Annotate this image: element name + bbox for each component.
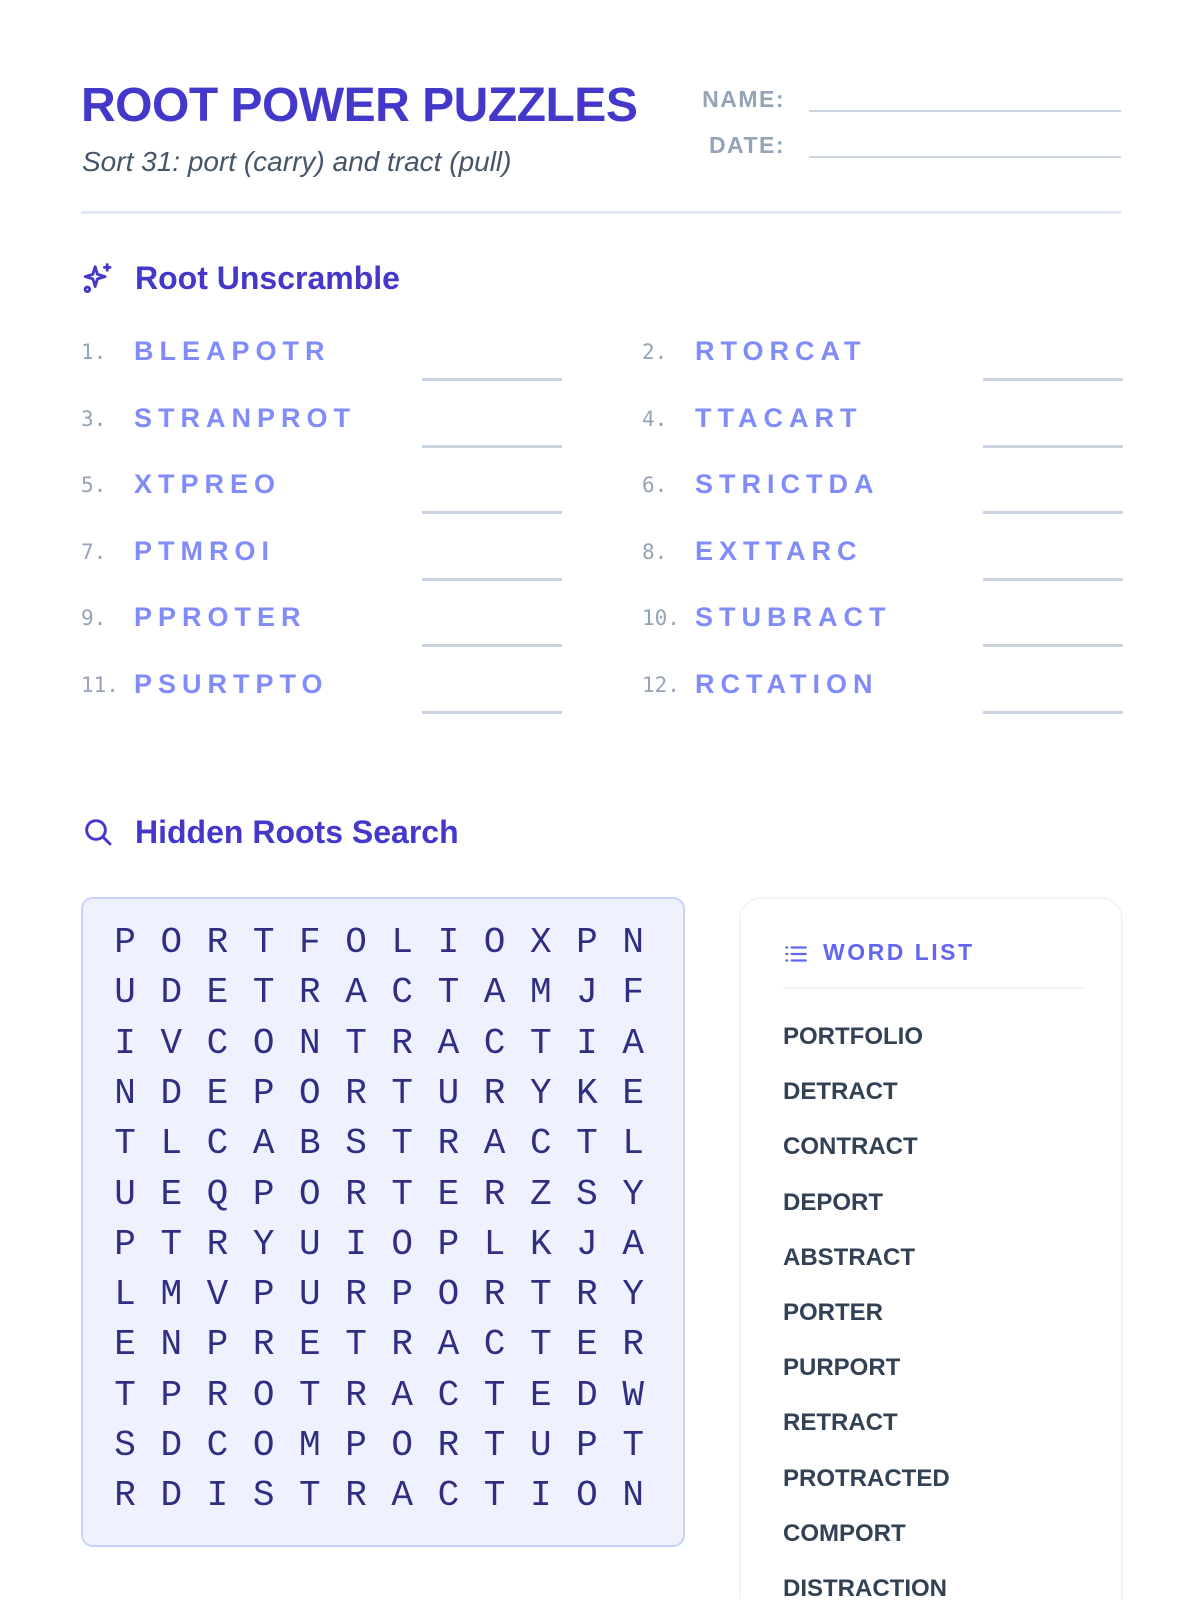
grid-letter[interactable]: P <box>391 1274 414 1316</box>
grid-letter[interactable]: T <box>391 1173 414 1215</box>
grid-letter[interactable]: T <box>114 1374 136 1416</box>
grid-letter[interactable]: P <box>114 1223 136 1265</box>
name-field[interactable] <box>702 80 1121 120</box>
unscramble-number: 6. <box>642 473 668 498</box>
grid-letter[interactable]: P <box>345 1425 367 1466</box>
unscramble-number: 8. <box>642 539 668 564</box>
grid-letter[interactable]: I <box>114 1022 136 1064</box>
grid-letter[interactable]: Y <box>622 1173 644 1215</box>
word-list-item: COMPORT <box>783 1519 906 1547</box>
grid-letter[interactable]: P <box>576 1425 598 1466</box>
word-list-item: PROTRACTED <box>783 1464 950 1492</box>
unscramble-item <box>81 463 562 509</box>
grid-letter[interactable]: N <box>622 1475 644 1517</box>
grid-letter[interactable]: C <box>483 1022 506 1064</box>
grid-letter[interactable]: C <box>437 1374 460 1416</box>
grid-letter[interactable]: T <box>622 1425 644 1466</box>
date-label: DATE: <box>708 132 785 158</box>
unscramble-item <box>642 530 1123 576</box>
grid-letter[interactable]: J <box>576 972 598 1014</box>
scrambled-word: PSURTPTO <box>134 669 329 699</box>
grid-letter[interactable]: C <box>391 972 414 1014</box>
word-list-item: DEPORT <box>783 1188 884 1216</box>
section-title-unscramble: Root Unscramble <box>135 259 400 296</box>
grid-row <box>102 1320 656 1370</box>
grid-letter[interactable]: R <box>114 1475 136 1517</box>
grid-letter[interactable]: D <box>160 1475 183 1517</box>
grid-row <box>102 1220 656 1270</box>
grid-letter[interactable]: R <box>391 1022 414 1064</box>
grid-letter[interactable]: T <box>529 1022 552 1064</box>
grid-letter[interactable]: R <box>206 1374 229 1416</box>
unscramble-number: 5. <box>81 473 107 498</box>
page-title: ROOT POWER PUZZLES <box>81 79 638 132</box>
date-line[interactable] <box>809 156 1121 158</box>
unscramble-item <box>81 596 562 642</box>
grid-letter[interactable]: W <box>622 1374 644 1416</box>
grid-letter[interactable]: R <box>345 1374 367 1416</box>
grid-row <box>102 968 656 1018</box>
scrambled-word: RTORCAT <box>695 336 867 366</box>
grid-letter[interactable]: P <box>206 1324 229 1366</box>
grid-letter[interactable]: E <box>529 1374 552 1416</box>
grid-letter[interactable]: N <box>160 1324 183 1366</box>
grid-letter[interactable]: E <box>622 1072 644 1114</box>
grid-row <box>102 1371 656 1421</box>
grid-letter[interactable]: T <box>437 972 460 1014</box>
answer-line[interactable] <box>422 378 562 381</box>
grid-letter[interactable]: V <box>160 1022 183 1064</box>
grid-row <box>102 1471 656 1521</box>
grid-letter[interactable]: Y <box>622 1274 644 1316</box>
unscramble-number: 12. <box>642 673 680 697</box>
grid-letter[interactable]: K <box>529 1223 552 1265</box>
grid-letter[interactable]: N <box>622 922 644 963</box>
grid-letter[interactable]: E <box>114 1324 136 1366</box>
grid-letter[interactable]: L <box>622 1123 644 1165</box>
scrambled-word: PTMROI <box>134 535 275 566</box>
grid-letter[interactable]: D <box>576 1374 598 1416</box>
word-list-item: PORTFOLIO <box>783 1023 923 1050</box>
grid-letter[interactable]: L <box>483 1223 506 1265</box>
grid-row <box>102 1270 656 1320</box>
grid-letter[interactable]: P <box>576 922 598 963</box>
grid-letter[interactable]: S <box>345 1123 367 1165</box>
grid-letter[interactable]: P <box>252 1274 275 1316</box>
grid-letter[interactable]: U <box>299 1274 321 1316</box>
unscramble-item <box>642 663 1123 709</box>
grid-letter[interactable]: B <box>299 1123 321 1165</box>
scrambled-word: RCTATION <box>695 669 879 699</box>
scrambled-word: EXTTARC <box>695 535 863 566</box>
word-search-grid <box>81 897 685 1547</box>
word-list-header <box>783 939 1083 989</box>
grid-letter[interactable]: Y <box>529 1072 552 1114</box>
section-root-unscramble <box>81 258 400 298</box>
grid-letter[interactable]: A <box>483 1123 506 1165</box>
grid-letter[interactable]: T <box>483 1425 506 1466</box>
grid-letter[interactable]: T <box>252 922 275 963</box>
grid-letter[interactable]: O <box>576 1475 598 1517</box>
answer-line[interactable] <box>983 511 1123 514</box>
grid-letter[interactable]: E <box>299 1324 321 1366</box>
grid-letter[interactable]: A <box>391 1475 414 1517</box>
grid-letter[interactable]: A <box>622 1223 644 1265</box>
grid-letter[interactable]: A <box>391 1374 414 1416</box>
word-list-item: CONTRACT <box>783 1133 918 1161</box>
word-list-item: PORTER <box>783 1299 884 1326</box>
sparkles-icon <box>81 261 115 295</box>
grid-letter[interactable]: C <box>529 1123 552 1165</box>
grid-letter[interactable]: O <box>391 1223 414 1265</box>
unscramble-number: 4. <box>642 406 668 431</box>
word-list-panel <box>739 897 1123 1600</box>
grid-letter[interactable]: I <box>206 1475 229 1517</box>
grid-letter[interactable]: R <box>345 1475 367 1517</box>
unscramble-item <box>81 530 562 576</box>
unscramble-item <box>81 330 562 376</box>
grid-letter[interactable]: T <box>160 1223 183 1265</box>
answer-line[interactable] <box>983 578 1123 581</box>
grid-letter[interactable]: C <box>206 1425 229 1466</box>
grid-letter[interactable]: T <box>114 1123 136 1165</box>
grid-letter[interactable]: L <box>160 1123 183 1165</box>
grid-letter[interactable]: U <box>114 1173 136 1215</box>
header-divider <box>81 211 1121 214</box>
name-label: NAME: <box>702 86 785 112</box>
grid-letter[interactable]: O <box>252 1022 275 1064</box>
unscramble-number: 2. <box>642 340 668 364</box>
grid-letter[interactable]: M <box>160 1274 183 1316</box>
grid-letter[interactable]: R <box>622 1324 644 1366</box>
scrambled-word: TTACART <box>695 402 863 433</box>
word-list-item: ABSTRACT <box>783 1243 915 1271</box>
grid-letter[interactable]: N <box>114 1072 136 1114</box>
grid-letter[interactable]: T <box>345 1022 367 1064</box>
grid-letter[interactable]: R <box>437 1123 460 1165</box>
unscramble-number: 7. <box>81 539 107 564</box>
grid-letter[interactable]: D <box>160 1072 183 1114</box>
grid-letter[interactable]: R <box>252 1324 275 1366</box>
grid-letter[interactable]: R <box>576 1274 598 1316</box>
unscramble-number: 1. <box>81 340 107 364</box>
answer-line[interactable] <box>983 378 1123 381</box>
grid-letter[interactable]: R <box>483 1274 506 1316</box>
grid-letter[interactable]: J <box>576 1223 598 1265</box>
grid-letter[interactable]: O <box>391 1425 414 1466</box>
grid-row <box>102 1069 656 1119</box>
grid-row <box>102 1421 656 1471</box>
grid-letter[interactable]: K <box>576 1072 598 1114</box>
unscramble-item <box>81 397 562 443</box>
unscramble-number: 9. <box>81 606 107 631</box>
unscramble-item <box>642 463 1123 509</box>
unscramble-item <box>81 663 562 709</box>
grid-letter[interactable]: O <box>299 1173 321 1215</box>
word-list-item: RETRACT <box>783 1409 898 1437</box>
grid-letter[interactable]: R <box>391 1324 414 1366</box>
grid-letter[interactable]: R <box>299 972 321 1014</box>
grid-letter[interactable]: E <box>576 1324 598 1366</box>
answer-line[interactable] <box>422 445 562 448</box>
worksheet-header <box>81 78 1121 214</box>
list-icon <box>783 941 809 967</box>
grid-letter[interactable]: A <box>437 1022 460 1064</box>
unscramble-number: 3. <box>81 406 107 431</box>
grid-row <box>102 1019 656 1069</box>
grid-letter[interactable]: P <box>437 1223 460 1265</box>
grid-letter[interactable]: R <box>206 1223 229 1265</box>
grid-letter[interactable]: C <box>206 1022 229 1064</box>
date-field[interactable] <box>705 126 1121 166</box>
scrambled-word: BLEAPOTR <box>134 336 331 366</box>
grid-letter[interactable]: O <box>160 922 183 963</box>
grid-letter[interactable]: P <box>252 1072 275 1114</box>
grid-letter[interactable]: R <box>345 1072 367 1114</box>
grid-letter[interactable]: F <box>622 972 644 1014</box>
grid-letter[interactable]: E <box>437 1173 460 1215</box>
grid-letter[interactable]: R <box>483 1072 506 1114</box>
section-title-search: Hidden Roots Search <box>135 813 459 850</box>
word-list-item: PURPORT <box>783 1354 901 1382</box>
grid-letter[interactable]: R <box>483 1173 506 1215</box>
grid-letter[interactable]: P <box>160 1374 183 1416</box>
grid-letter[interactable]: R <box>345 1173 367 1215</box>
grid-letter[interactable]: U <box>529 1425 552 1466</box>
grid-letter[interactable]: C <box>483 1324 506 1366</box>
section-hidden-roots <box>81 812 459 852</box>
grid-letter[interactable]: T <box>529 1324 552 1366</box>
grid-letter[interactable]: Z <box>529 1173 552 1215</box>
unscramble-item <box>642 397 1123 443</box>
grid-letter[interactable]: A <box>437 1324 460 1366</box>
grid-letter[interactable]: A <box>252 1123 275 1165</box>
grid-letter[interactable]: R <box>206 922 229 963</box>
word-list-item: DETRACT <box>783 1078 898 1106</box>
grid-letter[interactable]: O <box>252 1425 275 1466</box>
grid-letter[interactable]: P <box>252 1173 275 1215</box>
name-line[interactable] <box>809 110 1121 112</box>
grid-letter[interactable]: F <box>299 922 321 963</box>
word-list-title: WORD LIST <box>823 939 975 965</box>
word-list-item: DISTRACTION <box>783 1575 947 1600</box>
grid-letter[interactable]: R <box>437 1425 460 1466</box>
answer-line[interactable] <box>422 511 562 514</box>
grid-letter[interactable]: Q <box>206 1173 229 1215</box>
grid-row <box>102 1170 656 1220</box>
grid-letter[interactable]: M <box>529 972 552 1014</box>
grid-letter[interactable]: A <box>345 972 367 1014</box>
grid-letter[interactable]: M <box>299 1425 321 1466</box>
grid-letter[interactable]: I <box>576 1022 598 1064</box>
unscramble-number: 11. <box>81 673 119 697</box>
unscramble-item <box>642 330 1123 376</box>
page-subtitle: Sort 31: port (carry) and tract (pull) <box>82 146 512 177</box>
grid-letter[interactable]: T <box>576 1123 598 1165</box>
grid-letter[interactable]: U <box>437 1072 460 1114</box>
scrambled-word: STRANPROT <box>134 402 356 433</box>
grid-letter[interactable]: S <box>114 1425 136 1466</box>
grid-letter[interactable]: E <box>160 1173 183 1215</box>
grid-letter[interactable]: D <box>160 1425 183 1466</box>
grid-letter[interactable]: O <box>299 1072 321 1114</box>
grid-letter[interactable]: X <box>529 922 552 963</box>
grid-letter[interactable]: A <box>622 1022 644 1064</box>
grid-letter[interactable]: L <box>114 1274 136 1316</box>
grid-letter[interactable]: C <box>206 1123 229 1165</box>
grid-letter[interactable]: T <box>529 1274 552 1316</box>
grid-letter[interactable]: N <box>299 1022 321 1064</box>
grid-letter[interactable]: C <box>437 1475 460 1517</box>
grid-letter[interactable]: U <box>114 972 136 1014</box>
grid-letter[interactable]: T <box>299 1374 321 1416</box>
grid-letter[interactable]: T <box>391 1123 414 1165</box>
scrambled-word: XTPREO <box>134 469 282 500</box>
grid-letter[interactable]: I <box>529 1475 552 1517</box>
grid-letter[interactable]: T <box>483 1475 506 1517</box>
grid-letter[interactable]: T <box>299 1475 321 1517</box>
grid-letter[interactable]: I <box>345 1223 367 1265</box>
answer-line[interactable] <box>422 644 562 647</box>
answer-line[interactable] <box>422 578 562 581</box>
scrambled-word: STUBRACT <box>695 602 892 633</box>
grid-letter[interactable]: S <box>576 1173 598 1215</box>
grid-letter[interactable]: T <box>345 1324 367 1366</box>
grid-letter[interactable]: O <box>345 922 367 963</box>
grid-letter[interactable]: T <box>391 1072 414 1114</box>
unscramble-number: 10. <box>642 606 680 631</box>
grid-letter[interactable]: I <box>437 922 460 963</box>
grid-letter[interactable]: O <box>252 1374 275 1416</box>
answer-line[interactable] <box>983 445 1123 448</box>
answer-line[interactable] <box>422 711 562 714</box>
grid-letter[interactable]: P <box>114 922 136 963</box>
grid-letter[interactable]: D <box>160 972 183 1014</box>
search-icon <box>81 815 115 849</box>
grid-letter[interactable]: Y <box>252 1223 275 1265</box>
grid-letter[interactable]: A <box>483 972 506 1014</box>
scrambled-word: STRICTDA <box>695 469 880 500</box>
grid-letter[interactable]: R <box>345 1274 367 1316</box>
scrambled-word: PPROTER <box>134 602 307 633</box>
grid-letter[interactable]: L <box>391 922 414 963</box>
answer-line[interactable] <box>983 711 1123 714</box>
grid-letter[interactable]: T <box>252 972 275 1014</box>
grid-letter[interactable]: O <box>437 1274 460 1316</box>
grid-letter[interactable]: U <box>299 1223 321 1265</box>
grid-row <box>102 1119 656 1169</box>
answer-line[interactable] <box>983 644 1123 647</box>
grid-letter[interactable]: E <box>206 972 229 1014</box>
unscramble-item <box>642 596 1123 642</box>
grid-letter[interactable]: E <box>206 1072 229 1114</box>
grid-row <box>102 918 656 968</box>
grid-letter[interactable]: V <box>206 1274 229 1316</box>
grid-letter[interactable]: O <box>483 922 506 963</box>
grid-letter[interactable]: S <box>252 1475 275 1517</box>
grid-letter[interactable]: T <box>483 1374 506 1416</box>
